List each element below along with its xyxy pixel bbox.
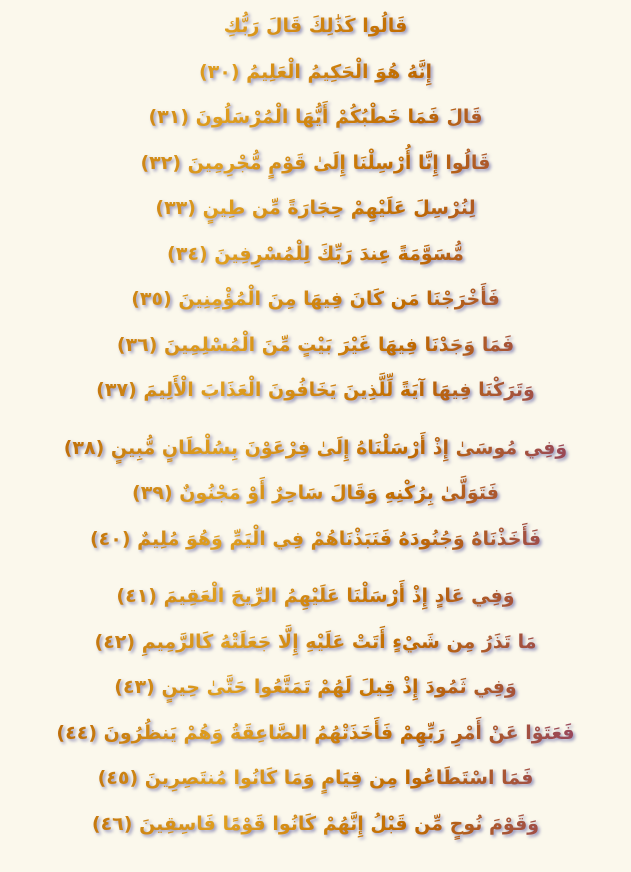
verse-section-3	[0, 574, 631, 847]
verse-line: قَالُوا كَذَٰلِكَ قَالَ رَبُّكِ	[0, 4, 631, 50]
verse-section-1	[0, 4, 631, 414]
verse-line: مَا تَذَرُ مِن شَيْءٍ أَتَتْ عَلَيْهِ إِلَّا جَعَلَتْهُ كَالرَّمِيمِ (٤٢)	[0, 620, 631, 666]
verse-line: وَفِي مُوسَىٰ إِذْ أَرْسَلْنَاهُ إِلَىٰ فِرْعَوْنَ بِسُلْطَانٍ مُّبِينٍ (٣٨)	[0, 426, 631, 472]
verse-line: قَالَ فَمَا خَطْبُكُمْ أَيُّهَا الْمُرْسَلُونَ (٣١)	[0, 95, 631, 141]
verse-line: وَفِي ثَمُودَ إِذْ قِيلَ لَهُمْ تَمَتَّعُوا حَتَّىٰ حِينٍ (٤٣)	[0, 665, 631, 711]
section-spacer	[0, 414, 631, 426]
verse-line: فَتَوَلَّىٰ بِرُكْنِهِ وَقَالَ سَاحِرٌ أَوْ مَجْنُونٌ (٣٩)	[0, 471, 631, 517]
verse-line: وَفِي عَادٍ إِذْ أَرْسَلْنَا عَلَيْهِمُ الرِّيحَ الْعَقِيمَ (٤١)	[0, 574, 631, 620]
verse-line: قَالُوا إِنَّا أُرْسِلْنَا إِلَىٰ قَوْمٍ مُّجْرِمِينَ (٣٢)	[0, 141, 631, 187]
verse-section-2	[0, 426, 631, 563]
verse-line: إِنَّهُ هُوَ الْحَكِيمُ الْعَلِيمُ (٣٠)	[0, 50, 631, 96]
verse-line: لِنُرْسِلَ عَلَيْهِمْ حِجَارَةً مِّن طِينٍ (٣٣)	[0, 186, 631, 232]
section-spacer	[0, 562, 631, 574]
verse-line: فَعَتَوْا عَنْ أَمْرِ رَبِّهِمْ فَأَخَذَتْهُمُ الصَّاعِقَةُ وَهُمْ يَنظُرُونَ (٤٤)	[0, 711, 631, 757]
verse-line: فَأَخْرَجْنَا مَن كَانَ فِيهَا مِنَ الْمُؤْمِنِينَ (٣٥)	[0, 277, 631, 323]
verse-line: وَقَوْمَ نُوحٍ مِّن قَبْلُ إِنَّهُمْ كَانُوا قَوْمًا فَاسِقِينَ (٤٦)	[0, 802, 631, 848]
verse-line: فَمَا اسْتَطَاعُوا مِن قِيَامٍ وَمَا كَانُوا مُنتَصِرِينَ (٤٥)	[0, 756, 631, 802]
verse-line: فَمَا وَجَدْنَا فِيهَا غَيْرَ بَيْتٍ مِّنَ الْمُسْلِمِينَ (٣٦)	[0, 323, 631, 369]
verse-line: وَتَرَكْنَا فِيهَا آيَةً لِّلَّذِينَ يَخَافُونَ الْعَذَابَ الْأَلِيمَ (٣٧)	[0, 368, 631, 414]
verse-line: مُّسَوَّمَةً عِندَ رَبِّكَ لِلْمُسْرِفِينَ (٣٤)	[0, 232, 631, 278]
verse-line: فَأَخَذْنَاهُ وَجُنُودَهُ فَنَبَذْنَاهُمْ فِي الْيَمِّ وَهُوَ مُلِيمٌ (٤٠)	[0, 517, 631, 563]
